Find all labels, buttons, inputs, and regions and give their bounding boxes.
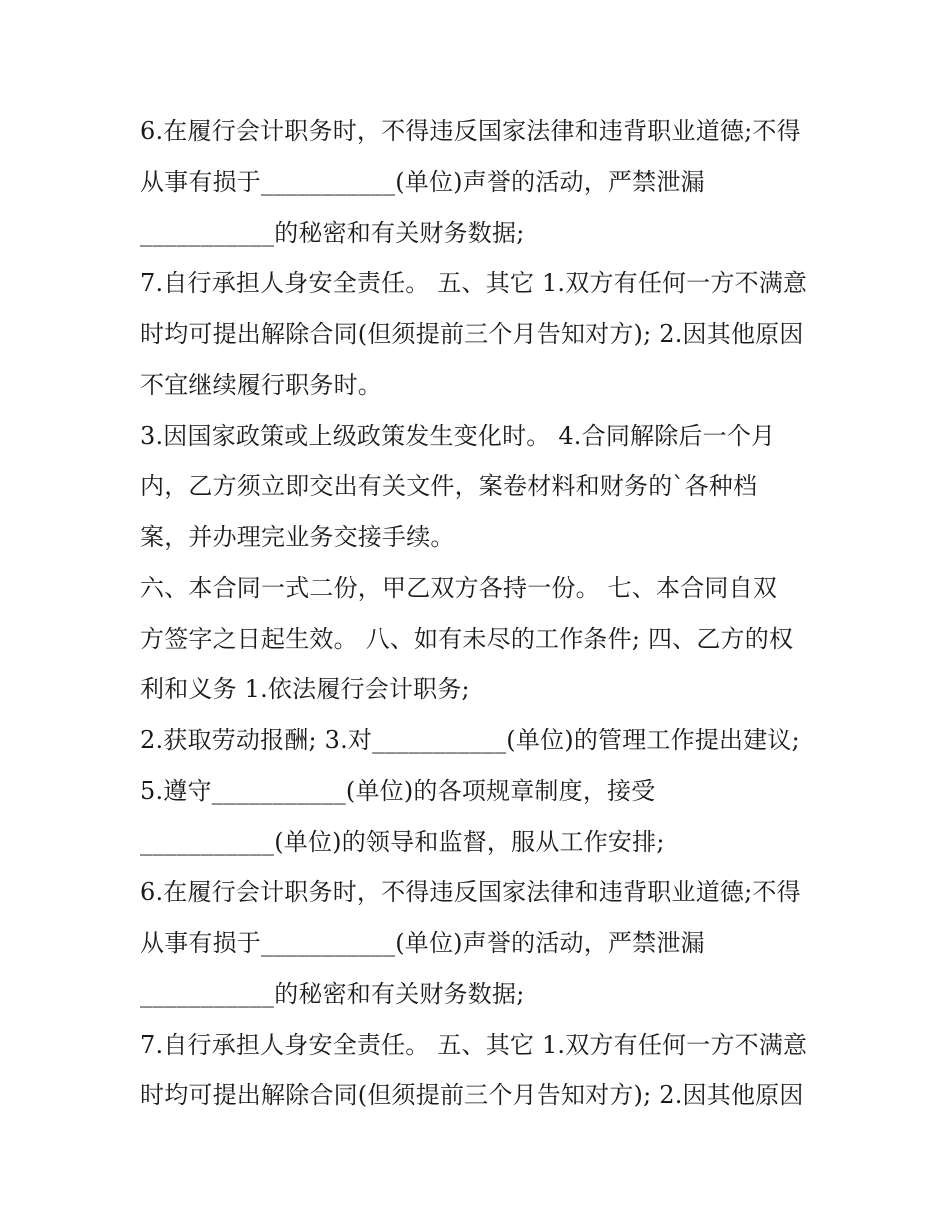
text-line: 5.遵守___________(单位)的各项规章制度，接受 xyxy=(140,776,656,805)
contract-text xyxy=(140,106,840,1121)
text-line: 3.因国家政策或上级政策发生变化时。 4.合同解除后一个月 xyxy=(140,421,776,450)
text-line: ___________的秘密和有关财务数据; xyxy=(140,979,525,1008)
text-line: 7.自行承担人身安全责任。 五、其它 1.双方有任何一方不满意 xyxy=(140,269,808,298)
text-line: 6.在履行会计职务时，不得违反国家法律和违背职业道德;不得 xyxy=(140,878,801,907)
text-line: 时均可提出解除合同(但须提前三个月告知对方); 2.因其他原因 xyxy=(140,1081,804,1110)
text-line: 方签字之日起生效。 八、如有未尽的工作条件; 四、乙方的权 xyxy=(140,624,794,653)
text-line: 从事有损于___________(单位)声誉的活动，严禁泄漏 xyxy=(140,167,705,196)
text-line: 时均可提出解除合同(但须提前三个月告知对方); 2.因其他原因 xyxy=(140,320,804,348)
text-line: 内，乙方须立即交出有关文件，案卷材料和财务的`各种档 xyxy=(140,472,758,501)
text-line: 六、本合同一式二份，甲乙双方各持一份。 七、本合同自双 xyxy=(140,573,778,602)
text-line: ___________(单位)的领导和监督，服从工作安排; xyxy=(140,827,665,856)
text-line: 利和义务 1.依法履行会计职务; xyxy=(140,675,470,704)
text-line: 从事有损于___________(单位)声誉的活动，严禁泄漏 xyxy=(140,929,705,957)
text-line: 案，并办理完业务交接手续。 xyxy=(140,523,455,551)
text-line: 6.在履行会计职务时，不得违反国家法律和违背职业道德;不得 xyxy=(140,117,801,145)
text-line: 7.自行承担人身安全责任。 五、其它 1.双方有任何一方不满意 xyxy=(140,1030,808,1059)
text-line: 2.获取劳动报酬; 3.对___________(单位)的管理工作提出建议; xyxy=(140,726,800,754)
text-line: ___________的秘密和有关财务数据; xyxy=(140,218,525,247)
text-line: 不宜继续履行职务时。 xyxy=(140,370,382,399)
